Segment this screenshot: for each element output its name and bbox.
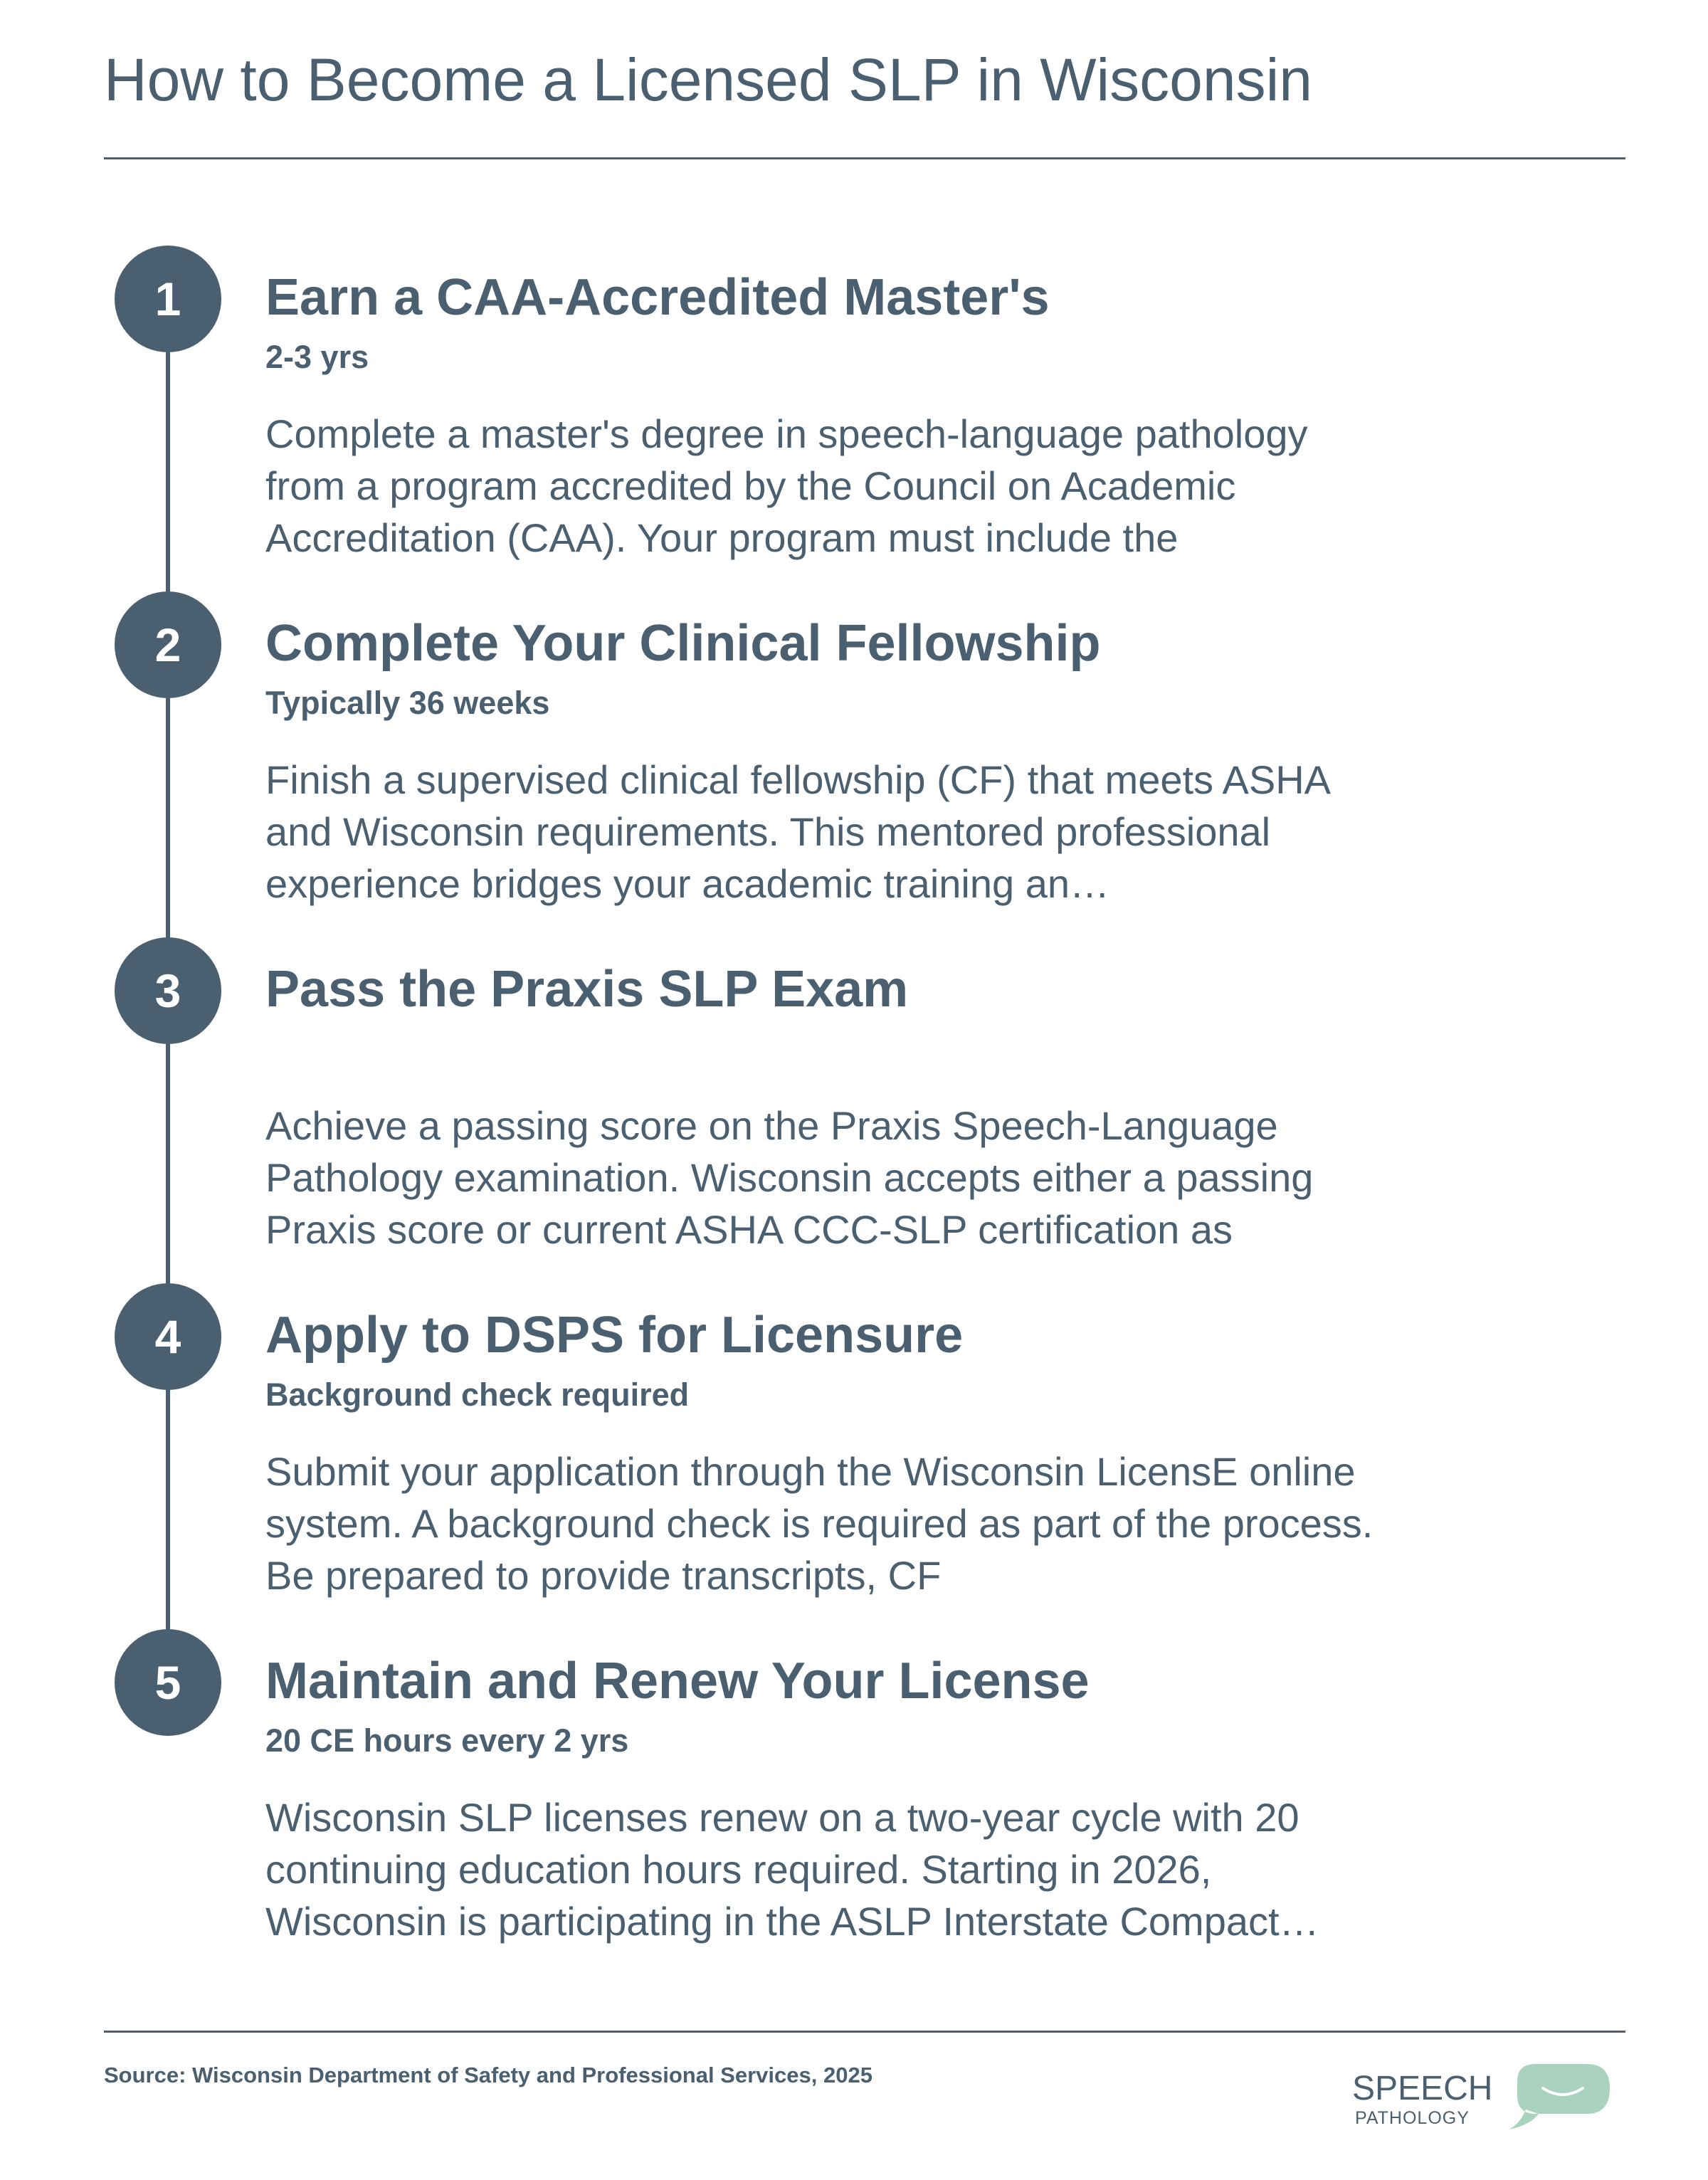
step-4 [0,1283,1708,1629]
step-title: Pass the Praxis SLP Exam [265,961,909,1018]
step-description: Finish a supervised clinical fellowship (CF) that meets ASHA and Wisconsin requirements. This mentored professional experience bridges your academic training an… [265,757,1329,906]
speech-bubble-icon [1509,2064,1610,2129]
source-citation: Source: Wisconsin Department of Safety and Professional Services, 2025 [104,2063,873,2087]
step-number-badge: 2 [115,591,221,698]
step-title: Earn a CAA-Accredited Master's [265,269,1050,326]
step-duration: Typically 36 weeks [265,685,550,721]
step-number-badge: 1 [115,246,221,352]
step-number-badge: 5 [115,1629,221,1736]
step-title: Maintain and Renew Your License [265,1653,1090,1710]
step-description: Achieve a passing score on the Praxis Speech-Language Pathology examination. Wisconsin accepts either a passing Praxis score or current ASHA CCC-SLP certification as [265,1103,1314,1252]
step-5 [0,1629,1708,1975]
step-description: Submit your application through the Wisconsin LicensE online system. A background check is required as part of the process. Be prepared to provide transcripts, CF [265,1449,1374,1598]
step-title: Apply to DSPS for Licensure [265,1307,964,1364]
step-duration: Background check required [265,1376,690,1413]
page-title: How to Become a Licensed SLP in Wisconsin [104,46,1312,113]
step-1 [0,246,1708,591]
step-number-badge: 3 [115,937,221,1044]
speech-pathology-logo [1352,2057,1630,2135]
header-divider [104,157,1625,159]
step-2 [0,591,1708,937]
step-number-badge: 4 [115,1283,221,1390]
step-duration: 2-3 yrs [265,339,369,375]
step-description: Complete a master's degree in speech-language pathology from a program accredited by the Council on Academic Accreditation (CAA). Your program must include the [265,411,1308,560]
footer-divider [104,2031,1625,2033]
logo-line-1: SPEECH [1352,2070,1493,2107]
logo-line-2: PATHOLOGY [1355,2108,1470,2128]
step-title: Complete Your Clinical Fellowship [265,615,1101,672]
step-duration: 20 CE hours every 2 yrs [265,1722,629,1759]
step-3 [0,937,1708,1283]
step-description: Wisconsin SLP licenses renew on a two-year cycle with 20 continuing education hours required. Starting in 2026, Wisconsin is participating in the ASLP Interstate Compact… [265,1795,1319,1944]
